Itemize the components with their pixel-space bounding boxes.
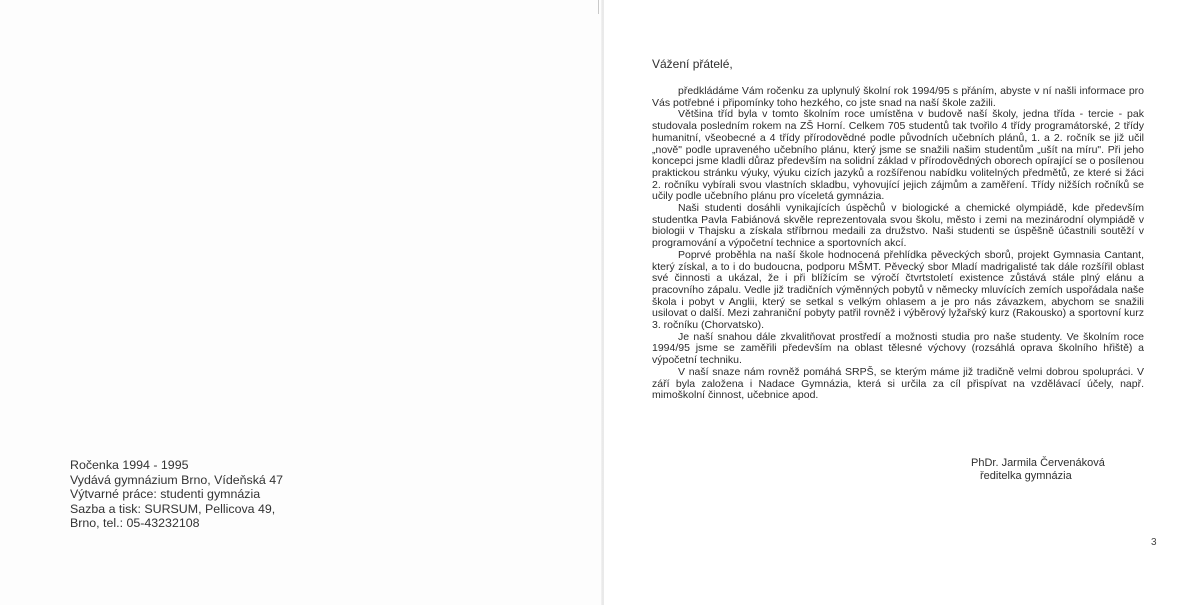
imprint-line: Vydává gymnázium Brno, Vídeňská 47 bbox=[70, 472, 284, 487]
imprint-line: Výtvarné práce: studenti gymnázia bbox=[70, 487, 261, 502]
imprint-block bbox=[70, 458, 283, 531]
letter-paragraph: V naší snaze nám rovněž pomáhá SRPŠ, se kterým máme již tradičně velmi dobrou spolupráci. V září byla založena i Nadace Gymnázia, která si určila za cíl přispívat na vzdělávací účely, např. mimoškolní činnost, učebnice apod. bbox=[652, 365, 1144, 402]
signature-name: PhDr. Jarmila Červenáková bbox=[971, 457, 1105, 469]
letter-salutation: Vážení přátelé, bbox=[652, 57, 733, 71]
letter-body bbox=[652, 86, 1144, 402]
letter-paragraph: Naši studenti dosáhli vynikajících úspěchů v biologické a chemické olympiádě, kde především studentka Pavla Fabiánová skvěle reprezentovala svou školu, město i zemi na mezinárodní olympiádě v biologii v Thajsku a získala stříbrnou medaili za družstvo. Naši studenti se úspěšně účastnili soutěží v programování a výpočetní technice a sportovních akcí. bbox=[652, 202, 1144, 250]
page-number: 3 bbox=[1151, 537, 1157, 548]
letter-paragraph: předkládáme Vám ročenku za uplynulý školní rok 1994/95 s přáním, abyste v ní našli informace pro Vás potřebné i připomínky toho hezkého, co jste snad na naší škole zažili. bbox=[652, 85, 1144, 109]
letter-paragraph: Většina tříd byla v tomto školním roce umístěna v budově naší školy, jedna třída - tercie - pak studovala posledním rokem na ZŠ Horní. Celkem 705 studentů tak tvořilo 4 třídy programátorské, 2 třídy humanitní, všeobecné a 4 třídy přírodovědné podle původních učebních plánů, 1. a 2. ročník se již učil „nově" podle upraveného učebního plánu, který jsme se snažili našim studentům „ušít na míru". Při jeho koncepci jsme kladli důraz především na solidní základ v přírodovědných oborech opírající se o posílenou praktickou stránku výuky, výuku cizích jazyků a rozšířenou nabídku volitelných předmětů, ze které si žáci 2. ročníku vybírali svou vlastních skladbu, vyhovující jejich zájmům a zaměření. Třídy nižších ročníků se učily podle učebního plánu pro víceletá gymnázia. bbox=[652, 108, 1144, 203]
signature-block bbox=[971, 457, 1105, 483]
signature-title: ředitelka gymnázia bbox=[980, 470, 1072, 482]
letter-paragraph: Je naší snahou dále zkvalitňovat prostředí a možnosti studia pro naše studenty. Ve školním roce 1994/95 jsme se zaměřili především na oblast tělesné výchovy (rozsáhlá oprava školního hřiště) a výpočetní techniku. bbox=[652, 330, 1144, 367]
letter-paragraph: Poprvé proběhla na naší škole hodnocená přehlídka pěveckých sborů, projekt Gymnasia Cantant, který získal, a to i do budoucna, podporu MŠMT. Pěvecký sbor Mladí madrigalisté tak dále rozšířil oblast své činnosti a ukázal, že i při blížícím se výročí čtvrtstoletí existence zůstává stále plný elánu a pracovního zápalu. Vedle již tradičních výměnných pobytů v německy mluvících zemích uspořádala naše škola i pobyt v Anglii, který se setkal s velkým ohlasem a je pro nás závazkem, abychom se snažili usilovat o další. Mezi zahraniční pobyty patřil rovněž i výběrový lyžařský kurz (Rakousko) a sportovní kurz 3. ročníku (Chorvatsko). bbox=[652, 248, 1144, 332]
imprint-line: Ročenka 1994 - 1995 bbox=[70, 458, 189, 472]
imprint-line: Brno, tel.: 05-43232108 bbox=[70, 516, 200, 531]
imprint-line: Sazba a tisk: SURSUM, Pellicova 49, bbox=[70, 501, 276, 516]
